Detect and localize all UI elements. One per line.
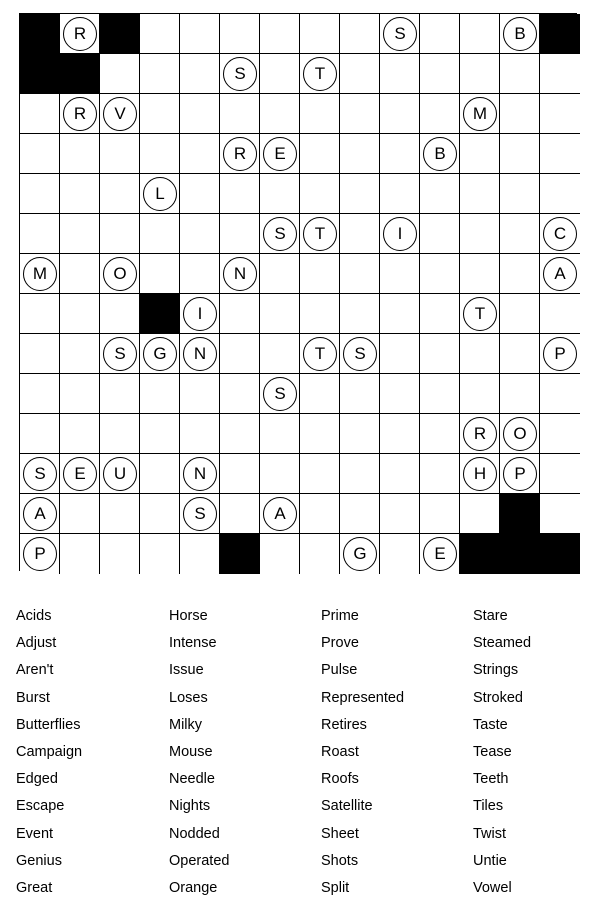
grid-cell[interactable] [300,534,340,574]
grid-cell[interactable] [100,414,140,454]
grid-cell[interactable] [60,494,100,534]
given-letter: E [423,537,457,571]
given-letter: S [263,217,297,251]
grid-cell[interactable] [500,294,540,334]
word-item: Milky [169,716,203,733]
given-letter: T [303,217,337,251]
word-item: Campaign [16,743,83,760]
grid-cell[interactable] [180,534,220,574]
word-column-1 [16,603,82,902]
grid-cell[interactable] [500,54,540,94]
grid-cell[interactable] [220,294,260,334]
grid-cell[interactable] [420,14,460,54]
word-item: Retires [321,716,367,733]
grid-cell[interactable] [380,374,420,414]
grid-cell[interactable] [500,214,540,254]
word-item: Stare [473,608,508,624]
grid-cell[interactable] [540,54,580,94]
grid-cell[interactable] [300,334,340,374]
grid-cell[interactable] [100,294,140,334]
grid-cell[interactable] [460,414,500,454]
word-item: Tiles [473,798,504,815]
grid-cell[interactable] [20,374,60,414]
given-letter: I [183,297,217,331]
grid-cell[interactable] [20,334,60,374]
grid-cell[interactable] [260,134,300,174]
grid-cell[interactable] [380,94,420,134]
grid-cell[interactable] [380,14,420,54]
grid-cell[interactable] [60,94,100,134]
given-letter: E [263,137,297,171]
grid-cell[interactable] [300,254,340,294]
given-letter: P [543,337,577,371]
grid-cell[interactable] [100,374,140,414]
word-item: Great [16,879,53,896]
grid-cell[interactable] [460,134,500,174]
word-item: Aren't [16,662,54,679]
grid-cell[interactable] [460,14,500,54]
given-letter: N [183,457,217,491]
word-list [0,603,600,903]
grid-cell[interactable] [340,294,380,334]
grid-cell[interactable] [380,294,420,334]
word-item: Roast [321,743,359,760]
grid-cell[interactable] [460,334,500,374]
grid-cell[interactable] [220,254,260,294]
given-letter: R [223,137,257,171]
grid-cell[interactable] [260,414,300,454]
grid-cell[interactable] [500,374,540,414]
word-item: Orange [169,879,218,896]
grid-cell[interactable] [100,214,140,254]
grid-cell[interactable] [300,14,340,54]
grid-cell[interactable] [60,454,100,494]
grid-cell[interactable] [260,174,300,214]
given-letter: I [383,217,417,251]
grid-cell[interactable] [380,454,420,494]
grid-cell[interactable] [420,374,460,414]
grid-cell[interactable] [140,94,180,134]
given-letter: N [183,337,217,371]
word-item: Vowel [473,879,512,896]
word-item: Teeth [473,771,509,788]
given-letter: S [103,337,137,371]
grid-cell[interactable] [100,454,140,494]
grid-cell[interactable] [20,454,60,494]
grid-cell[interactable] [220,334,260,374]
word-item: Escape [16,798,65,815]
grid-cell[interactable] [180,414,220,454]
given-letter: A [543,257,577,291]
grid-cell[interactable] [260,534,300,574]
grid-cell[interactable] [300,294,340,334]
word-item: Shots [321,852,359,869]
grid-cell[interactable] [260,54,300,94]
black-cell [20,54,60,94]
given-letter: R [463,417,497,451]
word-item: Burst [16,689,50,706]
grid-cell[interactable] [60,174,100,214]
given-letter: U [103,457,137,491]
grid-cell[interactable] [220,374,260,414]
grid-cell[interactable] [420,94,460,134]
given-letter: T [463,297,497,331]
grid-cell[interactable] [460,494,500,534]
grid-cell[interactable] [500,134,540,174]
grid-cell[interactable] [100,494,140,534]
word-column-2 [169,603,229,902]
given-letter: B [503,17,537,51]
grid-cell[interactable] [300,134,340,174]
word-item: Represented [321,689,405,706]
grid-cell[interactable] [60,414,100,454]
grid-cell[interactable] [180,94,220,134]
grid-cell[interactable] [60,374,100,414]
grid-cell[interactable] [420,494,460,534]
grid-cell[interactable] [260,454,300,494]
black-cell [540,14,580,54]
word-item: Twist [473,825,507,842]
grid-cell[interactable] [140,134,180,174]
word-item: Steamed [473,635,532,652]
word-item: Issue [169,662,204,679]
grid-cell[interactable] [500,334,540,374]
grid-cell[interactable] [180,494,220,534]
grid-cell[interactable] [140,494,180,534]
grid-cell[interactable] [500,254,540,294]
given-letter: M [463,97,497,131]
grid-cell[interactable] [420,54,460,94]
grid-cell[interactable] [540,374,580,414]
grid-cell[interactable] [140,254,180,294]
black-cell [220,534,260,574]
word-item: Needle [169,771,215,788]
black-cell [500,534,540,574]
word-item: Acids [16,608,52,624]
grid-cell[interactable] [20,534,60,574]
grid-cell[interactable] [180,294,220,334]
grid-cell[interactable] [100,54,140,94]
given-letter: E [63,457,97,491]
word-item: Operated [169,852,230,869]
given-letter: S [383,17,417,51]
grid-cell[interactable] [260,334,300,374]
grid-cell[interactable] [540,94,580,134]
grid-cell[interactable] [380,54,420,94]
word-item: Tease [473,743,512,760]
given-letter: C [543,217,577,251]
word-item: Intense [169,635,217,652]
given-letter: T [303,337,337,371]
black-cell [60,54,100,94]
grid-cell[interactable] [180,254,220,294]
grid-cell[interactable] [20,134,60,174]
grid-cell[interactable] [460,54,500,94]
grid-cell[interactable] [300,214,340,254]
grid-cell[interactable] [60,294,100,334]
given-letter: A [263,497,297,531]
grid-cell[interactable] [220,414,260,454]
crossword-grid [19,13,577,571]
grid-cell[interactable] [540,134,580,174]
grid-cell[interactable] [100,334,140,374]
grid-cell[interactable] [260,14,300,54]
grid-cell[interactable] [420,214,460,254]
grid-cell[interactable] [380,174,420,214]
grid-cell[interactable] [380,214,420,254]
word-item: Nights [169,798,211,815]
given-letter: H [463,457,497,491]
word-item: Satellite [321,798,373,815]
given-letter: T [303,57,337,91]
word-column-3 [321,603,404,902]
grid-cell[interactable] [20,214,60,254]
grid-cell[interactable] [60,214,100,254]
given-letter: A [23,497,57,531]
grid-cell[interactable] [140,214,180,254]
grid-cell[interactable] [100,254,140,294]
grid-cell[interactable] [340,94,380,134]
grid-cell[interactable] [420,334,460,374]
given-letter: L [143,177,177,211]
grid-cell[interactable] [220,134,260,174]
grid-cell[interactable] [300,374,340,414]
grid-cell[interactable] [380,334,420,374]
word-item: Prime [321,608,359,624]
black-cell [20,14,60,54]
grid-cell[interactable] [20,414,60,454]
grid-cell[interactable] [180,54,220,94]
grid-cell[interactable] [460,374,500,414]
given-letter: V [103,97,137,131]
word-item: Edged [16,771,58,788]
grid-cell[interactable] [340,14,380,54]
given-letter: O [103,257,137,291]
grid-cell[interactable] [60,14,100,54]
grid-cell[interactable] [340,374,380,414]
grid-cell[interactable] [140,14,180,54]
grid-cell[interactable] [100,534,140,574]
grid-cell[interactable] [500,14,540,54]
grid-cell[interactable] [300,414,340,454]
given-letter: S [223,57,257,91]
grid-cell[interactable] [460,254,500,294]
grid-cell[interactable] [460,214,500,254]
grid-cell[interactable] [300,94,340,134]
given-letter: P [503,457,537,491]
grid-cell[interactable] [540,214,580,254]
grid-cell[interactable] [140,374,180,414]
grid-cell[interactable] [220,54,260,94]
grid-cell[interactable] [100,134,140,174]
grid-cell[interactable] [140,534,180,574]
grid-cell[interactable] [380,134,420,174]
grid-cell[interactable] [500,94,540,134]
grid-cell[interactable] [260,294,300,334]
given-letter: R [63,97,97,131]
grid-cell[interactable] [180,374,220,414]
grid-cell[interactable] [60,534,100,574]
grid-cell[interactable] [260,494,300,534]
word-item: Adjust [16,635,57,652]
word-item: Pulse [321,662,358,679]
grid-cell[interactable] [300,54,340,94]
word-item: Nodded [169,825,220,842]
grid-cell[interactable] [380,534,420,574]
grid-cell[interactable] [460,174,500,214]
word-item: Sheet [321,825,359,842]
grid-cell[interactable] [60,334,100,374]
grid-cell[interactable] [140,174,180,214]
given-letter: B [423,137,457,171]
grid-cell[interactable] [540,454,580,494]
given-letter: S [23,457,57,491]
grid-cell[interactable] [180,454,220,494]
grid-cell[interactable] [340,454,380,494]
given-letter: G [343,537,377,571]
grid-cell[interactable] [260,254,300,294]
grid-cell[interactable] [140,454,180,494]
word-item: Mouse [169,743,213,760]
given-letter: S [343,337,377,371]
grid-cell[interactable] [60,254,100,294]
black-cell [140,294,180,334]
grid-cell[interactable] [20,254,60,294]
grid-cell[interactable] [340,534,380,574]
grid-cell[interactable] [340,414,380,454]
grid-cell[interactable] [540,294,580,334]
grid-cell[interactable] [380,414,420,454]
grid-cell[interactable] [380,254,420,294]
grid-cell[interactable] [500,414,540,454]
given-letter: G [143,337,177,371]
word-item: Strings [473,662,519,679]
grid-cell[interactable] [300,454,340,494]
word-item: Prove [321,635,359,652]
grid-cell[interactable] [340,54,380,94]
grid-cell[interactable] [540,494,580,534]
grid-cell[interactable] [260,374,300,414]
grid-cell[interactable] [180,14,220,54]
word-item: Untie [473,852,507,869]
grid-cell[interactable] [420,294,460,334]
grid-cell[interactable] [140,334,180,374]
given-letter: M [23,257,57,291]
grid-cell[interactable] [500,454,540,494]
grid-cell[interactable] [420,254,460,294]
word-item: Butterflies [16,716,81,733]
grid-cell[interactable] [340,494,380,534]
grid-cell[interactable] [420,414,460,454]
grid-cell[interactable] [100,94,140,134]
grid-cell[interactable] [100,174,140,214]
grid-cell[interactable] [300,174,340,214]
grid-cell[interactable] [380,494,420,534]
grid-cell[interactable] [140,414,180,454]
grid-cell[interactable] [220,94,260,134]
grid-cell[interactable] [500,174,540,214]
grid-cell[interactable] [540,254,580,294]
grid-cell[interactable] [340,214,380,254]
grid-cell[interactable] [460,94,500,134]
grid-cell[interactable] [540,414,580,454]
word-item: Split [321,879,350,896]
grid-cell[interactable] [420,134,460,174]
grid-cell[interactable] [340,174,380,214]
grid-cell[interactable] [180,174,220,214]
grid-cell[interactable] [180,134,220,174]
grid-cell[interactable] [540,334,580,374]
given-letter: R [63,17,97,51]
word-item: Taste [473,716,508,733]
grid-cell[interactable] [260,214,300,254]
grid-cell[interactable] [340,254,380,294]
word-item: Stroked [473,689,523,706]
word-item: Roofs [321,771,359,788]
grid-cell[interactable] [220,214,260,254]
grid-cell[interactable] [460,454,500,494]
grid-cell[interactable] [260,94,300,134]
given-letter: O [503,417,537,451]
grid-cell[interactable] [340,134,380,174]
grid-cell[interactable] [340,334,380,374]
grid-cell[interactable] [460,294,500,334]
grid-cell[interactable] [60,134,100,174]
word-item: Event [16,825,54,842]
black-cell [460,534,500,574]
given-letter: S [183,497,217,531]
grid-cell[interactable] [20,494,60,534]
word-column-4 [473,603,531,902]
grid-cell[interactable] [140,54,180,94]
grid-cell[interactable] [20,94,60,134]
black-cell [100,14,140,54]
grid-cell[interactable] [220,174,260,214]
grid-cell[interactable] [20,294,60,334]
given-letter: P [23,537,57,571]
black-cell [540,534,580,574]
grid-cell[interactable] [420,534,460,574]
grid-cell[interactable] [180,214,220,254]
grid-cell[interactable] [300,494,340,534]
grid-cell[interactable] [220,494,260,534]
grid-cell[interactable] [180,334,220,374]
grid-cell[interactable] [20,174,60,214]
given-letter: S [263,377,297,411]
grid-cell[interactable] [420,454,460,494]
word-item: Horse [169,608,208,624]
word-item: Genius [16,852,62,869]
grid-cell[interactable] [540,174,580,214]
grid-cell[interactable] [220,454,260,494]
word-item: Loses [169,689,208,706]
black-cell [500,494,540,534]
grid-cell[interactable] [220,14,260,54]
grid-cell[interactable] [420,174,460,214]
given-letter: N [223,257,257,291]
